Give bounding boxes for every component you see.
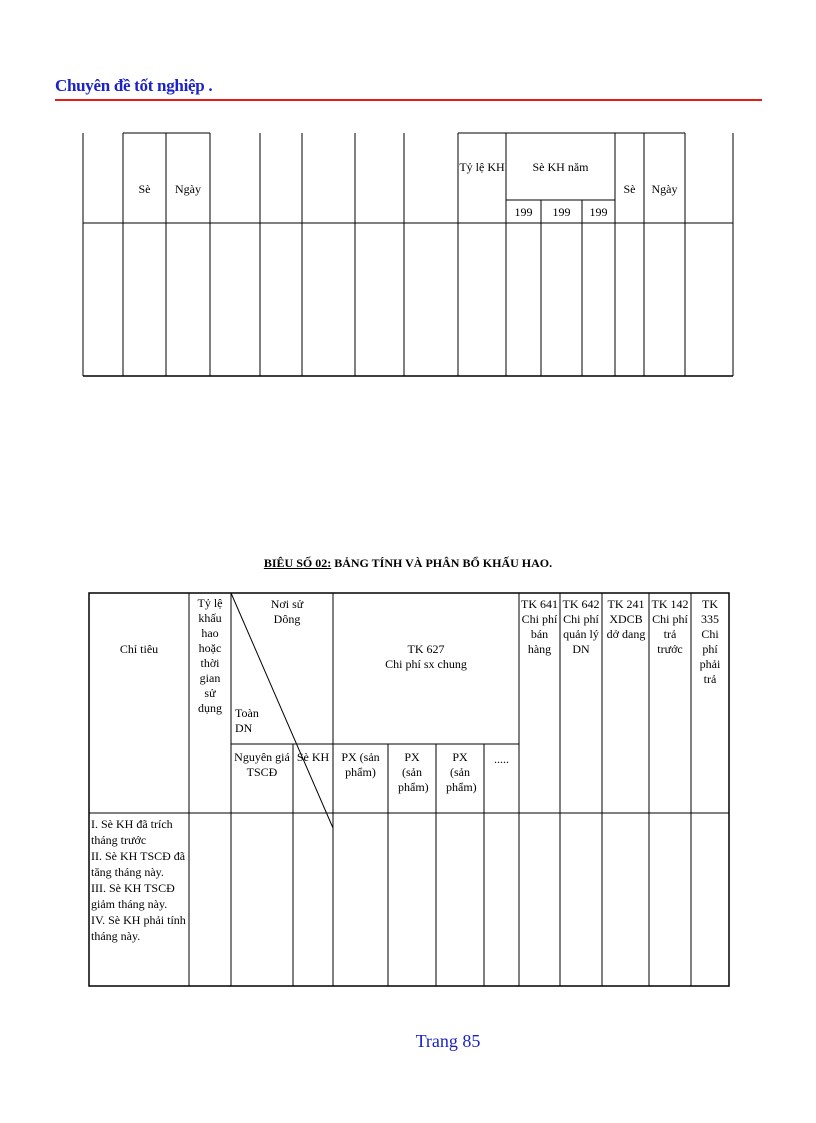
table2-row-2: II. Sè KH TSCĐ đã tăng tháng này. [91,849,186,879]
table2-row-labels [91,816,187,944]
table1-so2-header: Sè [623,182,636,196]
table2-px1-header: PX (sản phẩm) [341,750,380,779]
table2-tk642-header: TK 642 Chi phí quản lý DN [562,597,600,656]
table1-year-3: 199 [589,205,608,219]
table1-ty-le-kh-header: Tỷ lệ KH [459,160,505,174]
section-title-prefix: BIÊU SỐ 02: [263,556,332,570]
table1-ngay2-header: Ngày [651,182,678,196]
table2-so-kh-header: Sè KH [296,750,330,764]
table1-year-1: 199 [514,205,533,219]
table2-px3-header: PX (sản phẩm) [446,750,477,794]
table2-ty-le-header: Tỷ lệ khấu hao hoặc thời gian sử dụng [197,596,223,715]
table2-noi-su-dung-header: Nơi sử Dông [270,597,304,626]
page-number: Trang 85 [415,1031,481,1051]
table2-dots-header: ..... [494,752,509,766]
table1-ngay-header: Ngày [175,182,201,196]
document-header-title: Chuyên đề tốt nghiệp . [55,76,213,95]
table1-so-kh-nam-header: Sè KH năm [532,160,589,174]
table2-tk641-header: TK 641 Chi phí bán hàng [521,597,558,656]
table2-tk142-header: TK 142 Chi phí trả trước [651,597,689,656]
table2-tk241-header: TK 241 XDCB dở dang [606,597,646,641]
table2-px2-header: PX (sản phẩm) [398,750,429,794]
table2-chi-tieu-header: Chỉ tiêu [119,642,159,656]
section-title-rest: BẢNG TÍNH VÀ PHÂN BỔ KHẤU HAO. [331,556,553,570]
table2-tk627-name: Chi phí sx chung [385,657,467,671]
table2-tk627-code: TK 627 [407,642,445,656]
table2-nguyen-gia-header: Nguyên giá TSCĐ [234,750,290,779]
table2-tk335-header: TK 335 Chi phí phải trả [699,597,721,686]
table2-row-1: I. Sè KH đã trích tháng trước [91,817,173,847]
table1-so-header: Sè [138,182,151,196]
table1-year-2: 199 [552,205,571,219]
table2-toan-dn-header: Toàn DN [235,706,259,735]
table2-row-4: IV. Sè KH phải tính tháng này. [91,913,186,943]
table2-row-3: III. Sè KH TSCĐ giảm tháng này. [91,881,175,911]
